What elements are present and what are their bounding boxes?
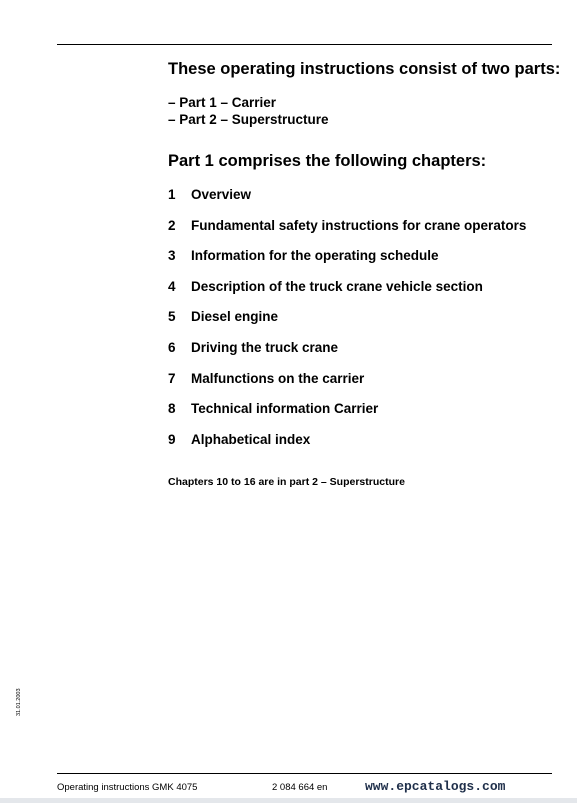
chapter-number: 5 [168, 309, 176, 325]
chapter-item-vehicle-description [168, 278, 563, 309]
chapter-number: 3 [168, 248, 176, 264]
chapter-title: Malfunctions on the carrier [191, 370, 365, 386]
footer-rule [57, 773, 552, 774]
footer-title: Operating instructions GMK 4075 [57, 782, 198, 793]
header-rule [57, 44, 552, 45]
chapter-title: Description of the truck crane vehicle section [191, 278, 483, 294]
chapter-item-diesel-engine [168, 308, 563, 339]
chapter-item-driving [168, 339, 563, 370]
parts-list [168, 94, 563, 128]
footer-doc-number: 2 084 664 en [272, 782, 328, 793]
chapter-title: Alphabetical index [191, 431, 311, 447]
chapter-item-safety [168, 217, 563, 248]
chapter-item-malfunctions [168, 370, 563, 401]
chapter-number: 1 [168, 187, 176, 202]
superstructure-note: Chapters 10 to 16 are in part 2 – Superstructure [168, 476, 405, 489]
chapter-title: Fundamental safety instructions for crane operators [191, 217, 527, 233]
chapter-item-overview [168, 186, 563, 217]
chapter-title: Driving the truck crane [191, 339, 339, 355]
chapter-number: 7 [168, 370, 176, 386]
chapter-number: 9 [168, 431, 176, 447]
chapter-title: Overview [191, 187, 252, 202]
page-content [168, 58, 563, 489]
intro-heading: These operating instructions consist of two parts: [168, 60, 561, 78]
chapter-number: 6 [168, 339, 176, 355]
chapter-item-index [168, 431, 563, 462]
part-line-2: – Part 2 – Superstructure [168, 112, 329, 127]
margin-date: 31.01.2003 [16, 688, 22, 716]
chapter-number: 4 [168, 278, 176, 294]
chapter-number: 2 [168, 217, 176, 233]
part-line-1: – Part 1 – Carrier [168, 95, 277, 110]
chapter-title: Diesel engine [191, 309, 279, 325]
chapters-heading: Part 1 comprises the following chapters: [168, 152, 487, 170]
bottom-band [0, 798, 577, 803]
chapter-item-operating-schedule [168, 247, 563, 278]
watermark-text: www.epcatalogs.com [365, 779, 506, 794]
chapter-number: 8 [168, 401, 176, 417]
chapter-title: Information for the operating schedule [191, 248, 439, 264]
chapter-item-technical-info [168, 400, 563, 431]
chapter-list [168, 186, 563, 461]
chapter-title: Technical information Carrier [191, 401, 379, 417]
